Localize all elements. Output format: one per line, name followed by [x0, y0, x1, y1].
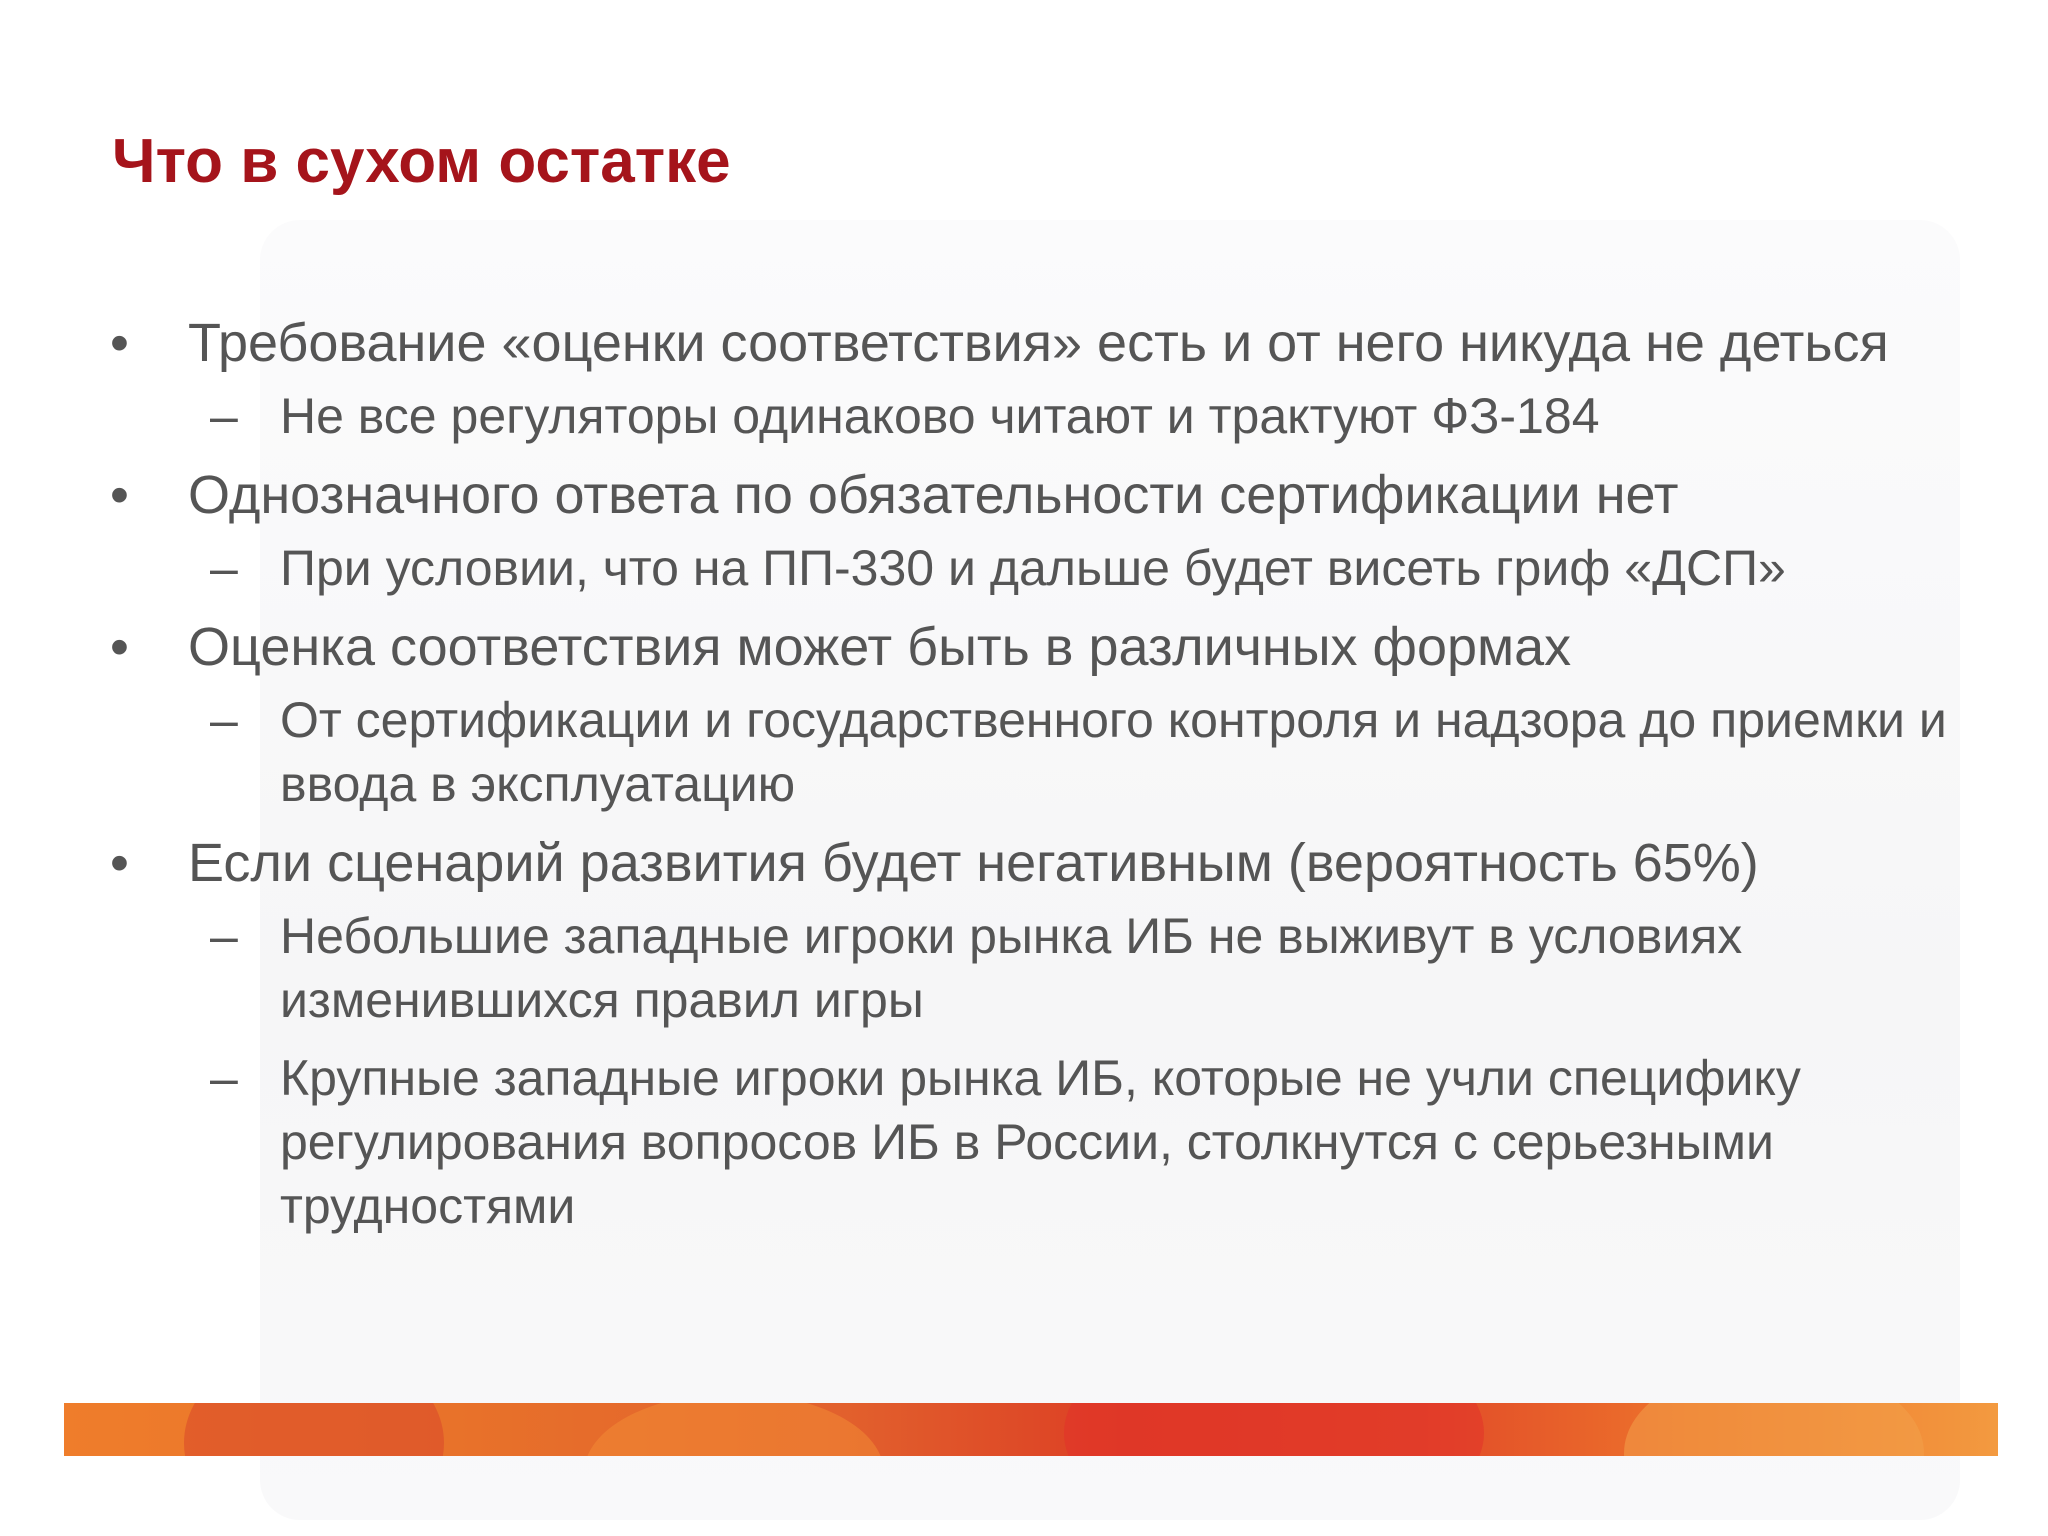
dash-marker: – [210, 540, 238, 596]
bullet-item-4 [110, 830, 1990, 896]
sub-item-1-1 [110, 384, 1990, 448]
dash-marker: – [210, 388, 238, 444]
footer-blob [584, 1403, 884, 1456]
bullet-list [110, 310, 1990, 1252]
bullet-marker: • [110, 465, 129, 525]
sub-item-text: При условии, что на ПП-330 и дальше будет висеть гриф «ДСП» [280, 540, 1786, 596]
sub-item-text: Небольшие западные игроки рынка ИБ не выживут в условиях изменившихся правил игры [280, 908, 1743, 1028]
dash-marker: – [210, 1050, 238, 1106]
bullet-text: Если сценарий развития будет негативным (вероятность 65%) [188, 833, 1759, 893]
footer-blob [184, 1403, 444, 1456]
bullet-item-1 [110, 310, 1990, 376]
footer-blob [1064, 1403, 1484, 1456]
sub-item-text: Не все регуляторы одинаково читают и трактуют ФЗ-184 [280, 388, 1600, 444]
sub-item-3-1 [110, 688, 1990, 816]
sub-item-text: От сертификации и государственного контроля и надзора до приемки и ввода в эксплуатацию [280, 692, 1947, 812]
slide-title: Что в сухом остатке [112, 127, 731, 196]
sub-item-text: Крупные западные игроки рынка ИБ, которые не учли специфику регулирования вопросов ИБ в России, столкнутся с серьезными трудностями [280, 1050, 1801, 1234]
footer-blob [1624, 1403, 1924, 1456]
dash-marker: – [210, 692, 238, 748]
bullet-item-3 [110, 614, 1990, 680]
bullet-item-2 [110, 462, 1990, 528]
bullet-marker: • [110, 313, 129, 373]
sub-item-2-1 [110, 536, 1990, 600]
bullet-marker: • [110, 617, 129, 677]
sub-item-4-2 [110, 1046, 1990, 1238]
bullet-text: Оценка соответствия может быть в различных формах [188, 617, 1572, 677]
dash-marker: – [210, 908, 238, 964]
footer-decorative-bar [64, 1403, 1998, 1456]
sub-item-4-1 [110, 904, 1990, 1032]
bullet-text: Требование «оценки соответствия» есть и от него никуда не деться [188, 313, 1889, 373]
bullet-marker: • [110, 833, 129, 893]
bullet-text: Однозначного ответа по обязательности сертификации нет [188, 465, 1679, 525]
